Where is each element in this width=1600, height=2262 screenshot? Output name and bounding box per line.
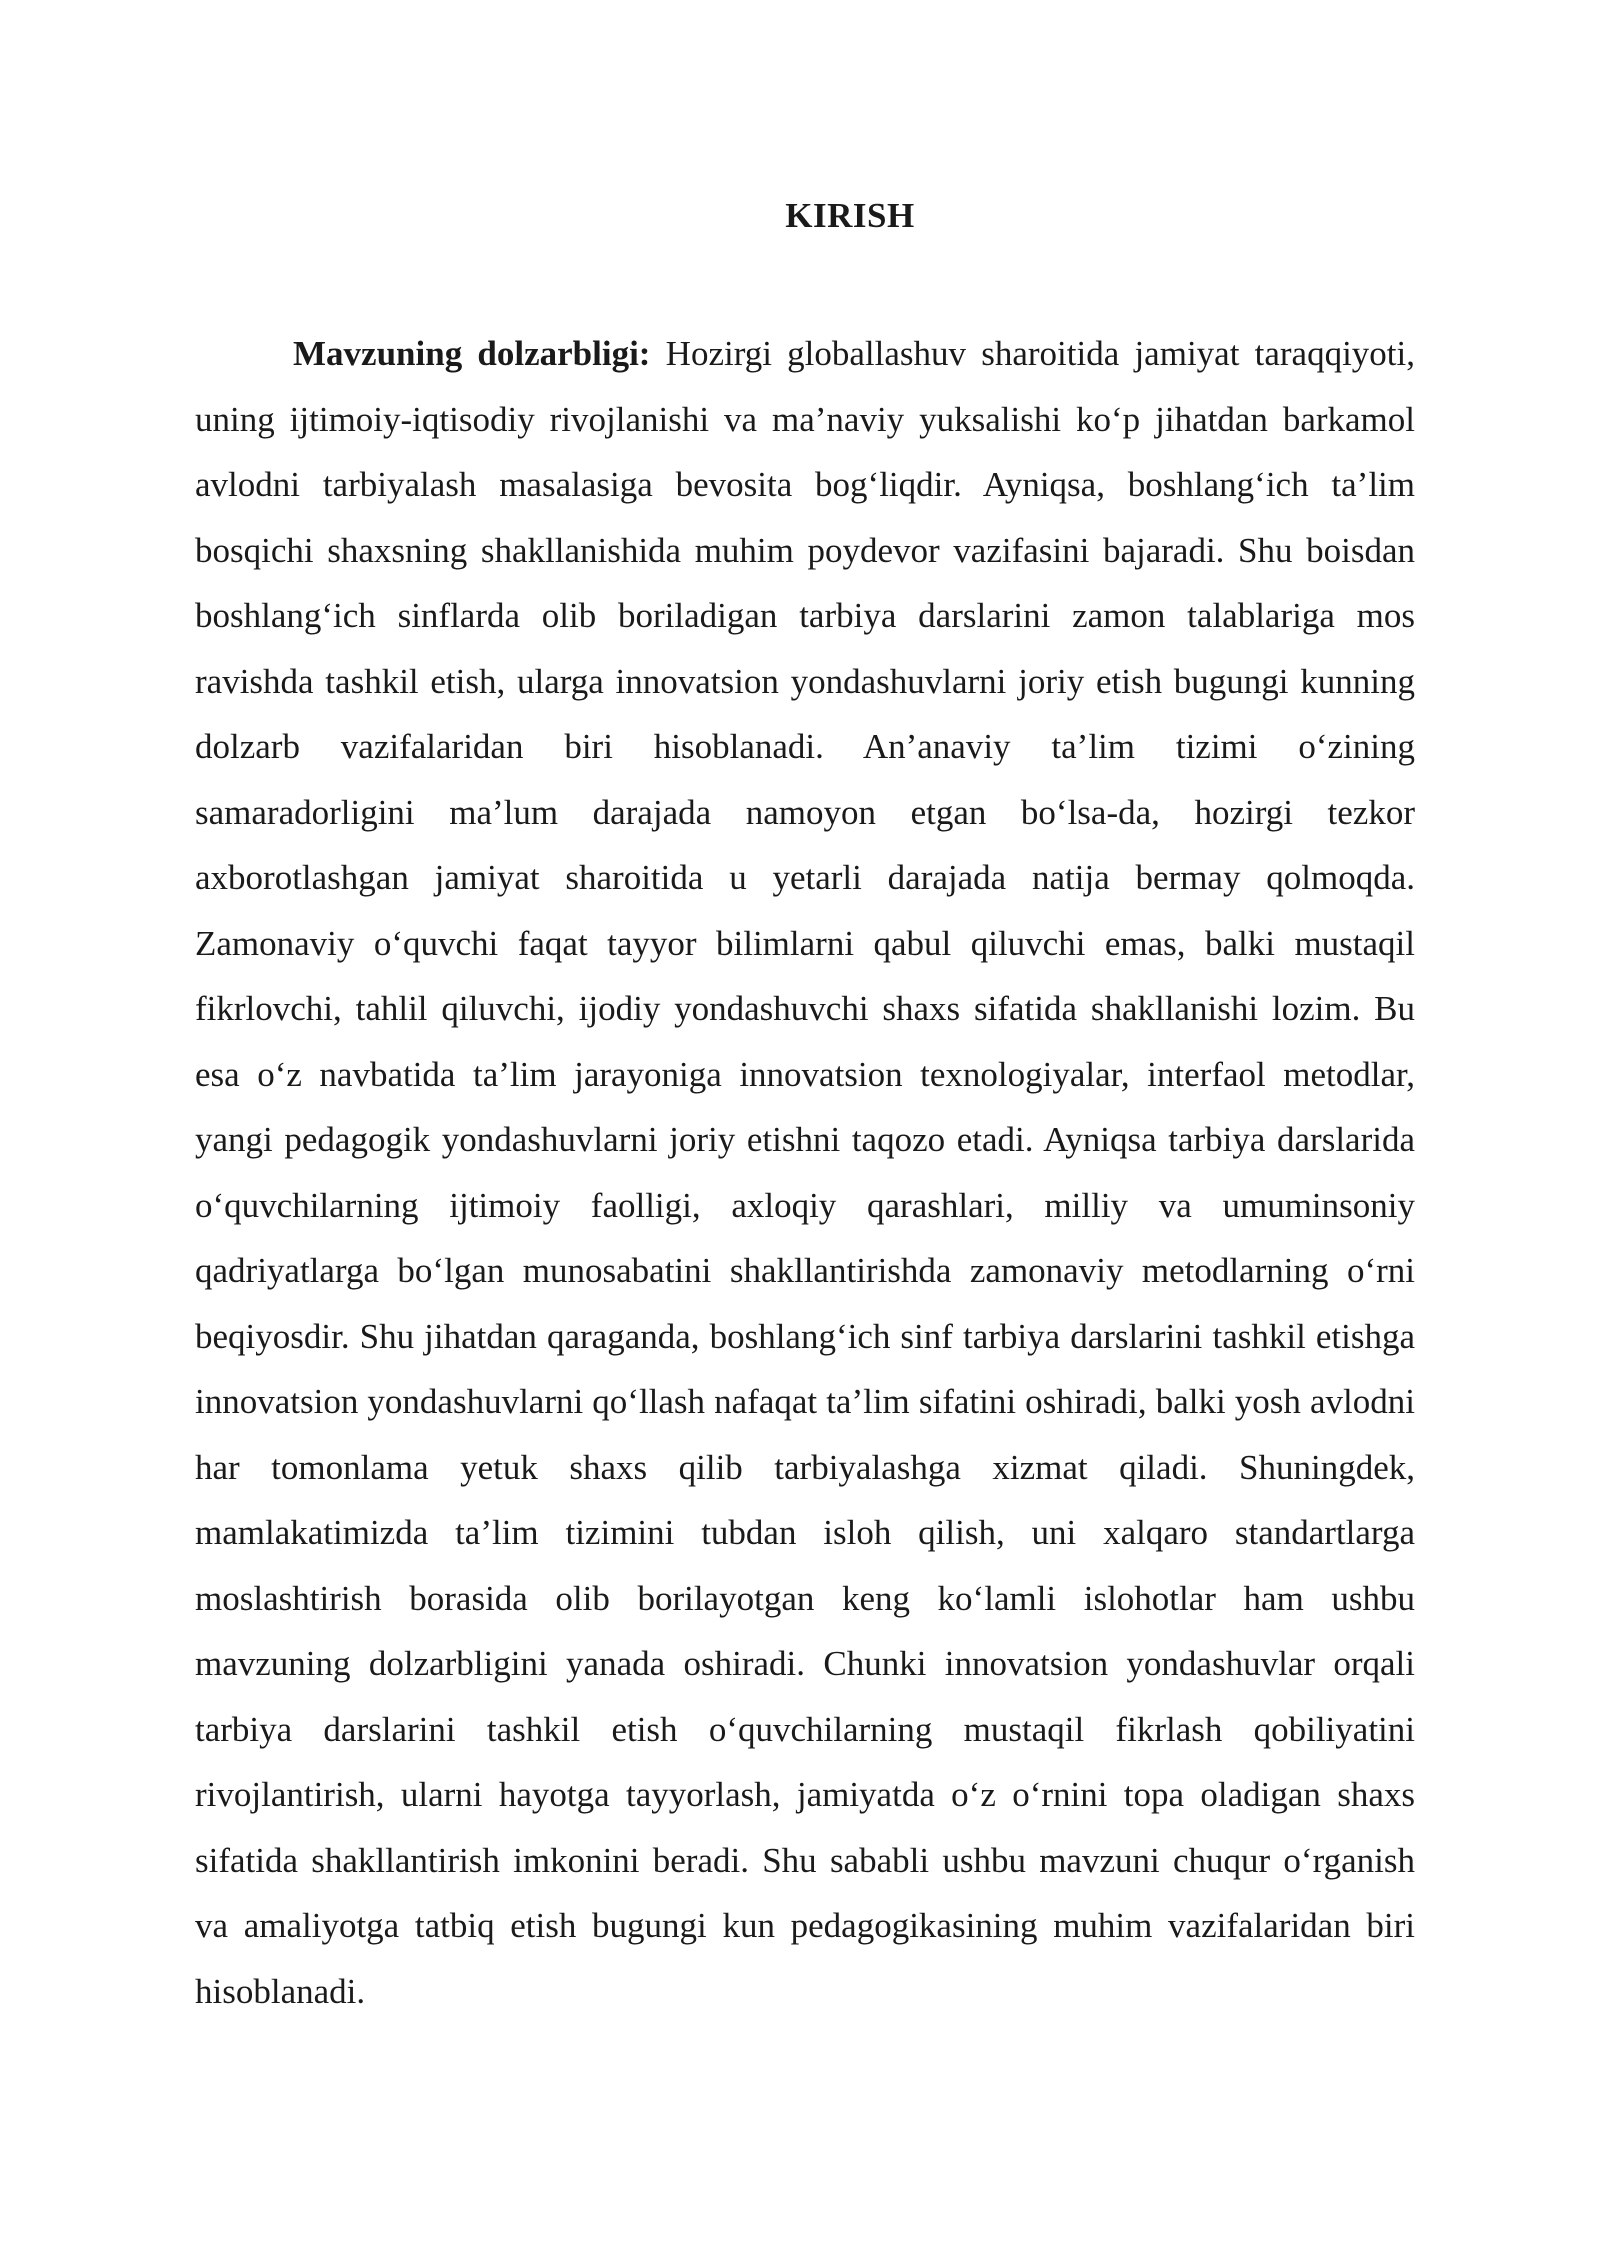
section-heading: KIRISH — [785, 196, 915, 235]
paragraph-text: Hozirgi globallashuv sharoitida jamiyat taraqqiyoti, uning ijtimoiy-iqtisodiy rivojlanishi va ma’naviy yuksalishi ko‘p jihatdan barkamol avlodni tarbiyalash masalasiga bevosita bog‘liqdir. Ayniqsa, boshlang‘ich ta’lim bosqichi shaxsning shakllanishida muhim poydevor vazifasini bajaradi. Shu boisdan boshlang‘ich sinflarda olib boriladigan tarbiya darslarini zamon talablariga mos ravishda tashkil etish, ularga innovatsion yondashuvlarni joriy etish bugungi kunning dolzarb vazifalaridan biri hisoblanadi. An’anaviy ta’lim tizimi o‘zining samaradorligini ma’lum darajada namoyon etgan bo‘lsa-da, hozirgi tezkor axborotlashgan jamiyat sharoitida u yetarli darajada natija bermay qolmoqda. Zamonaviy o‘quvchi faqat tayyor bilimlarni qabul qiluvchi emas, balki mustaqil fikrlovchi, tahlil qiluvchi, ijodiy yondashuvchi shaxs sifatida shakllanishi lozim. Bu esa o‘z navbatida ta’lim jarayoniga innovatsion texnologiyalar, interfaol metodlar, yangi pedagogik yondashuvlarni joriy etishni taqozo etadi. Ayniqsa tarbiya darslarida o‘quvchilarning ijtimoiy faolligi, axloqiy qarashlari, milliy va umuminsoniy qadriyatlarga bo‘lgan munosabatini shakllantirishda zamonaviy metodlarning o‘rni beqiyosdir. Shu jihatdan qaraganda, boshlang‘ich sinf tarbiya darslarini tashkil etishga innovatsion yondashuvlarni qo‘llash nafaqat ta’lim sifatini oshiradi, balki yosh avlodni har tomonlama yetuk shaxs qilib tarbiyalashga xizmat qiladi. Shuningdek, mamlakatimizda ta’lim tizimini tubdan isloh qilish, uni xalqaro standartlarga moslashtirish borasida olib borilayotgan keng ko‘lamli islohotlar ham ushbu mavzuning dolzarbligini yanada oshiradi. Chunki innovatsion yondashuvlar orqali tarbiya darslarini tashkil etish o‘quvchilarning mustaqil fikrlash qobiliyatini rivojlantirish, ularni hayotga tayyorlash, jamiyatda o‘z o‘rnini topa oladigan shaxs sifatida shakllantirish imkonini beradi. Shu sababli ushbu mavzuni chuqur o‘rganish va amaliyotga tatbiq etish bugungi kun pedagogikasining muhim vazifalaridan biri hisoblanadi. — [195, 334, 1416, 2011]
lead-label: Mavzuning dolzarbligi: — [293, 334, 651, 373]
body-paragraph — [195, 321, 1415, 2024]
